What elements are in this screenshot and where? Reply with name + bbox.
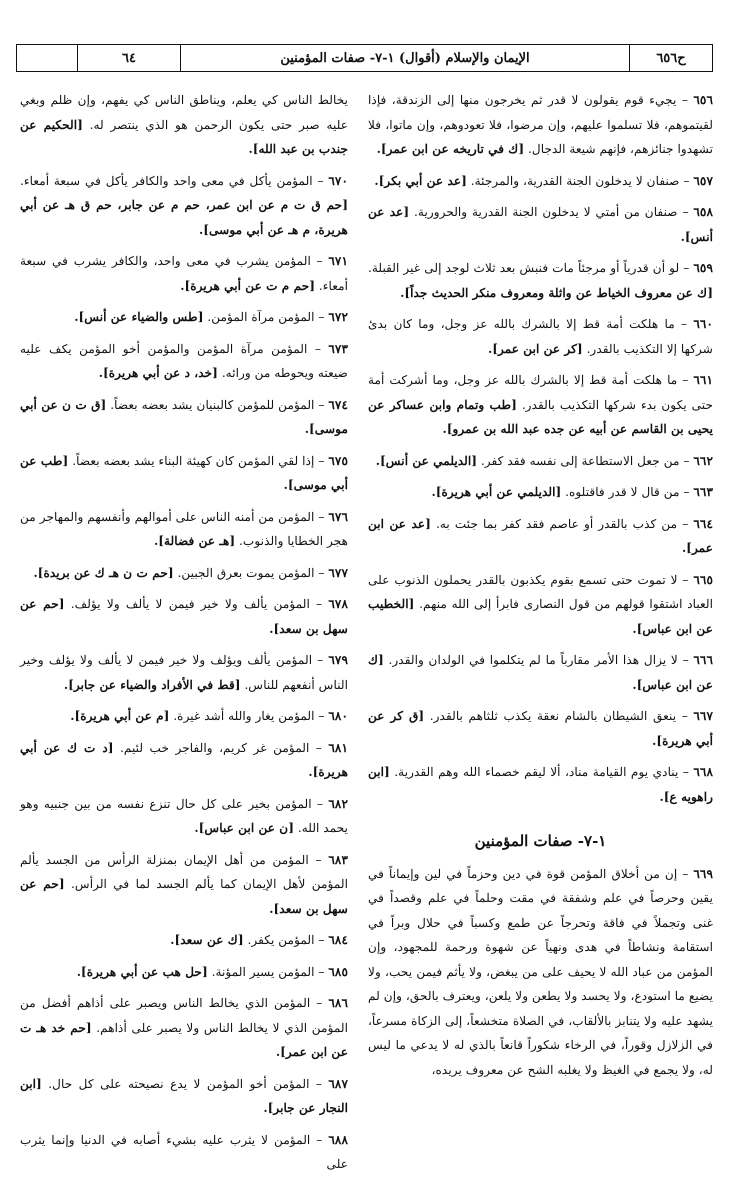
hadith-text: المؤمن من أهل الإيمان بمنزلة الرأس من الجسد يألم المؤمن لأهل الإيمان كما يألم الجسد لما في الرأس. (20, 852, 348, 891)
hadith-text: صنفان لا يدخلون الجنة القدرية، والمرجئة. (470, 173, 680, 188)
hadith-text: لو أن قدرياً أو مرجئاً مات فنبش بعد ثلاث لوجد إلى غير القبلة. (368, 261, 680, 275)
hadith-source: [ك عن معروف الخياط عن واثلة ومعروف منكر الحديث جداً]. (400, 285, 713, 300)
section-title: ١-٧- صفات المؤمنين (474, 832, 607, 850)
hadith-entry: ٦٧٠ – المؤمن يأكل في معى واحد والكافر يأكل في سبعة أمعاء. [حم ق ت م عن ابن عمر، حم م عن جابر، حم ق هـ عن أبي هريرة، م هـ عن أبي موسى]. (20, 173, 349, 237)
hadith-entry: ٦٦٨ – ينادي يوم القيامة مناد، ألا ليقم خصماء الله وهم القدرية. [ابن راهويه ع]. (368, 765, 713, 804)
hadith-number: ٦٨١ (328, 740, 349, 755)
hadith-source: [حم عن سهل بن سعد]. (20, 597, 348, 636)
hadith-number: ٦٧٠ (328, 173, 349, 188)
hadith-source: [ق ت ن عن أبي موسى]. (20, 397, 348, 436)
hadith-entry: ٦٦٦ – لا يزال هذا الأمر مقارباً ما لم يتكلموا في الولدان والقدر. [ك عن ابن عباس]. (368, 653, 714, 692)
hadith-text: صنفان من أمتي لا يدخلون الجنة القدرية والحرورية. (414, 205, 678, 219)
hadith-entry: ٦٥٦ – يجيء قوم يقولون لا قدر ثم يخرجون منها إلى الزندقة، فإذا لقيتموهم، فلا تسلموا عليهم، وإن مرضوا، فلا تعودوهم، وإن ماتوا، فلا تشهدوا جنائزهم، فإنهم شيعة الدجال. [ك في تاريخه عن ابن عمر]. (368, 93, 714, 156)
hadith-source: [قط في الأفراد والضياء عن جابر]. (63, 677, 241, 692)
hadith-entry: ٦٧٥ – إذا لقي المؤمن كان كهيئة البناء يشد بعضه بعضاً. [طب عن أبي موسى]. (20, 453, 349, 492)
hadith-text: المؤمن مرآة المؤمن والمؤمن أخو المؤمن يكف عليه ضيعته ويحوطه من ورائه. (20, 341, 348, 380)
hadith-number: ٦٦٧ (693, 709, 714, 723)
hadith-text: المؤمن يألف ويؤلف ولا خير فيمن لا يألف ولا يؤلف وخير الناس أنفعهم للناس. (20, 653, 348, 692)
hadith-text: المؤمن من أمنه الناس على أموالهم وأنفسهم والمهاجر من هجر الخطايا والذنوب. (20, 509, 348, 548)
hadith-text: المؤمن يشرب في معى واحد، والكافر يشرب في سبعة أمعاء. (20, 254, 348, 293)
hadith-entry: ٦٥٩ – لو أن قدرياً أو مرجئاً مات فنبش بعد ثلاث لوجد إلى غير القبلة. [ك عن معروف الخياط عن واثلة ومعروف منكر الحديث جداً]. (368, 261, 713, 300)
hadith-entry: ٦٧٦ – المؤمن من أمنه الناس على أموالهم وأنفسهم والمهاجر من هجر الخطايا والذنوب. [هـ عن فضالة]. (20, 509, 348, 548)
hadith-number: ٦٦٩ (693, 866, 713, 881)
hadith-number: ٦٦٥ (693, 572, 713, 587)
hadith-source: [حم عن سهل بن سعد]. (20, 877, 348, 916)
hadith-number: ٦٨٤ (328, 933, 348, 947)
hadith-entry: ٦٨٦ – المؤمن الذي يخالط الناس ويصبر على أذاهم أفضل من المؤمن الذي لا يخالط الناس ولا يصبر على أذاهم. [حم خد هـ ت عن ابن عمر]. (20, 996, 349, 1059)
running-title: الإيمان والإسلام (أقوال) ١-٧- صفات المؤمنين (180, 45, 629, 71)
hadith-number: ٦٨٢ (328, 796, 348, 811)
page-number: ٦٤ (77, 45, 180, 71)
hadith-entry: ٦٥٧ – صنفان لا يدخلون الجنة القدرية، والمرجئة. [عد عن أبي بكر]. (374, 173, 713, 188)
header-blank-cell (17, 45, 77, 71)
hadith-source: [د ت ك عن أبي هريرة]. (20, 740, 348, 779)
hadith-number: ٦٦٦ (693, 653, 714, 667)
hadith-source: [هـ عن فضالة]. (153, 534, 236, 548)
hadith-source: [عد عن أبي بكر]. (374, 173, 467, 188)
hadith-source: [الخطيب عن ابن عباس]. (368, 597, 713, 636)
hadith-entry: ٦٨٢ – المؤمن بخير على كل حال تنزع نفسه من بين جنبيه وهو يحمد الله. [ن عن ابن عباس]. (20, 796, 348, 835)
hadith-text: المؤمن مرآة المؤمن. (207, 310, 315, 324)
hadith-source: [ابن راهويه ع]. (368, 765, 713, 804)
hadith-entry: ٦٨٧ – المؤمن أخو المؤمن لا يدع نصيحته على كل حال. [ابن النجار عن جابر]. (20, 1076, 349, 1115)
hadith-number: ٦٧٣ (328, 341, 348, 356)
hadith-entry: ٦٦٢ – من جعل الاستطاعة إلى نفسه فقد كفر. [الديلمي عن أنس]. (375, 453, 713, 468)
hadith-source: [ك عن سعد]. (170, 933, 244, 947)
hadith-entry: ٦٨٤ – المؤمن يكفر. [ك عن سعد]. (170, 933, 348, 947)
hadith-number: ٦٧٦ (328, 509, 348, 524)
page-header (16, 44, 713, 72)
hadith-number: ٦٥٧ (693, 173, 713, 188)
hadith-number: ٦٦٢ (693, 453, 713, 468)
hadith-text: من قال لا قدر فاقتلوه. (565, 485, 680, 499)
hadith-source: [ن عن ابن عباس]. (194, 821, 294, 835)
hadith-entry: ٦٦٤ – من كذب بالقدر أو عاصم فقد كفر بما جئت به. [عد عن ابن عمر]. (368, 516, 714, 555)
hadith-source: [عد عن أنس]. (368, 205, 713, 244)
hadith-source: [عد عن ابن عمر]. (368, 516, 713, 555)
hadith-text: إن من أخلاق المؤمن قوة في دين وحزماً في لين وإيماناً في يقين وحرصاً في علم وشفقة في مقت وحلماً في علم وقصداً في غنى وتجملاً في فاقة وتحرجاً عن طمع وكسباً في حلال وبراً في استقامة ونشاطاً في هدى ونهياً عن شهوة ورحمة للمجهود، وإن المؤمن من عباد الله لا يحيف على من يبغض، ولا يأثم فيمن يحب، ولا يضيع ما استودع، ولا يحسد ولا يطعن ولا يلعن، ويعترف بالحق، وإن لم يشهد عليه ولا يتنابز بالألقاب، في الصلاة متخشعاً، إلى الزكاة مسرعاً، في الزلازل وقوراً، في الرخاء شكوراً قانعاً بالذي له لا يدعي ما ليس له، ولا يجمع في الغيظ ولا يغلبه الشح عن معروف يريده، (368, 866, 713, 1077)
hadith-entry: ٦٨٠ – المؤمن يغار والله أشد غيرة. [م عن أبي هريرة]. (70, 709, 348, 723)
hadith-text: المؤمن يسير المؤنة. (211, 964, 315, 979)
hadith-number: ٦٦٨ (693, 765, 713, 779)
hadith-number: ٦٧٧ (328, 565, 348, 580)
hadith-range-ref: ح٦٥٦ (629, 45, 712, 71)
hadith-text: المؤمن الذي يخالط الناس ويصبر على أذاهم أفضل من المؤمن الذي لا يخالط الناس ولا يصبر على أذاهم. (20, 996, 349, 1035)
hadith-entry: ٦٦٥ – لا تموت حتى تسمع بقوم يكذبون بالقدر يحملون الذنوب على العباد اشتقوا قولهم من قول النصارى فابرأ إلى الله منهم. [الخطيب عن ابن عباس]. (368, 572, 713, 636)
hadith-entry: ٦٦١ – ما هلكت أمة قط إلا بالشرك بالله عز وجل، وما أشركت أمة حتى يكون بدء شركها التكذيب بالقدر. [طب وتمام وابن عساكر عن يحيى بن القاسم عن أبيه عن جده عبد الله بن عمرو]. (368, 373, 713, 436)
hadith-source: [الديلمي عن أبي هريرة]. (431, 485, 562, 499)
hadith-text: المؤمن أخو المؤمن لا يدع نصيحته على كل حال. (48, 1076, 310, 1091)
hadith-number: ٦٦٣ (693, 485, 713, 499)
hadith-text: المؤمن بخير على كل حال تنزع نفسه من بين جنبيه وهو يحمد الله. (20, 796, 348, 835)
hadith-number: ٦٥٦ (693, 93, 714, 107)
hadith-text: إذا لقي المؤمن كان كهيئة البناء يشد بعضه بعضاً. (72, 453, 315, 468)
hadith-entry: ٦٧٢ – المؤمن مرآة المؤمن. [طس والضياء عن أنس]. (74, 310, 348, 324)
hadith-entry: ٦٧٨ – المؤمن يألف ولا خير فيمن لا يألف ولا يؤلف. [حم عن سهل بن سعد]. (20, 597, 348, 636)
hadith-number: ٦٧٥ (328, 453, 349, 468)
hadith-source: [حل هب عن أبي هريرة]. (76, 964, 208, 979)
hadith-text: المؤمن يموت بعرق الجبين. (177, 565, 315, 580)
hadith-entry: ٦٧٤ – المؤمن للمؤمن كالبنيان يشد بعضه بعضاً. [ق ت ن عن أبي موسى]. (20, 397, 349, 436)
hadith-number: ٦٧٢ (328, 310, 348, 324)
hadith-entry: ٦٧١ – المؤمن يشرب في معى واحد، والكافر يشرب في سبعة أمعاء. [حم م ت عن أبي هريرة]. (20, 254, 349, 293)
hadith-entry: ٦٦٧ – ينعق الشيطان بالشام نعقة يكذب ثلثاهم بالقدر. [ق كر عن أبي هريرة]. (368, 709, 714, 748)
hadith-source: [ق كر عن أبي هريرة]. (368, 709, 713, 748)
hadith-entry: ٦٦٩ – إن من أخلاق المؤمن قوة في دين وحزماً في لين وإيماناً في يقين وحرصاً في علم وشفقة في مقت وحلماً في علم وقصداً في غنى وتجملاً في فاقة وتحرجاً عن طمع وكسباً في حلال وبراً في استقامة ونشاطاً في هدى ونهياً عن شهوة ورحمة للمجهود، وإن المؤمن من عباد الله لا يحيف على من يبغض، ولا يأثم فيمن يحب، ولا يضيع ما استودع، ولا يحسد ولا يطعن ولا يلعن، ويعترف بالحق، وإن لم يشهد عليه ولا يتنابز بالألقاب، في الصلاة متخشعاً، إلى الزكاة مسرعاً، في الزلازل وقوراً، في الرخاء شكوراً قانعاً بالذي له لا يدعي ما ليس له، ولا يجمع في الغيظ ولا يغلبه الشح عن معروف يريده، (368, 866, 713, 1077)
hadith-source: [حم ق ت م عن ابن عمر، حم م عن جابر، حم ق هـ عن أبي هريرة، م هـ عن أبي موسى]. (20, 198, 348, 237)
hadith-number: ٦٧٩ (328, 653, 348, 667)
hadith-source: [حم ت ن هـ ك عن بريدة]. (33, 565, 174, 580)
hadith-number: ٦٨٦ (328, 996, 349, 1010)
hadith-source: [الديلمي عن أنس]. (375, 453, 478, 468)
hadith-number: ٦٥٨ (693, 205, 714, 219)
hadith-entry: ٦٨٥ – المؤمن يسير المؤنة. [حل هب عن أبي هريرة]. (76, 964, 348, 979)
hadith-text: ما هلكت أمة قط إلا بالشرك بالله عز وجل، وما أشركت أمة حتى يكون بدء شركها التكذيب بالقدر. (368, 373, 713, 412)
hadith-entry: ٦٨٣ – المؤمن من أهل الإيمان بمنزلة الرأس من الجسد يألم المؤمن لأهل الإيمان كما يألم الجسد لما في الرأس. [حم عن سهل بن سعد]. (20, 852, 348, 916)
hadith-text: المؤمن للمؤمن كالبنيان يشد بعضه بعضاً. (110, 397, 315, 412)
hadith-text: المؤمن غر كريم، والفاجر خب لئيم. (120, 740, 310, 755)
hadith-source: [حم م ت عن أبي هريرة]. (180, 278, 315, 293)
hadith-source: [حم خد هـ ت عن ابن عمر]. (20, 1020, 348, 1059)
hadith-number: ٦٦٠ (693, 317, 713, 331)
hadith-text: ما هلكت أمة قط إلا بالشرك بالله عز وجل، وما كان بدئ شركها إلا التكذيب بالقدر. (368, 317, 713, 356)
hadith-entry (20, 88, 348, 162)
hadith-text: ينعق الشيطان بالشام نعقة يكذب ثلثاهم بالقدر. (429, 709, 677, 723)
hadith-number: ٦٨٠ (328, 709, 348, 723)
hadith-text: المؤمن لا يثرب عليه بشيء أصابه في الدنيا وإنما يثرب على (20, 1132, 348, 1171)
hadith-source: [خد، د عن أبي هريرة]. (98, 366, 218, 380)
hadith-source: [ك في تاريخه عن ابن عمر]. (376, 142, 525, 156)
hadith-number: ٦٧٤ (328, 397, 349, 412)
hadith-text: لا تموت حتى تسمع بقوم يكذبون بالقدر يحملون الذنوب على العباد اشتقوا قولهم من قول النصارى فابرأ إلى الله منهم. (368, 572, 713, 611)
hadith-text: من كذب بالقدر أو عاصم فقد كفر بما جئت به. (435, 516, 678, 531)
hadith-entry: ٦٦٣ – من قال لا قدر فاقتلوه. [الديلمي عن أبي هريرة]. (431, 485, 713, 499)
hadith-number: ٦٦١ (693, 373, 713, 387)
right-column (368, 88, 713, 1089)
hadith-source: [طس والضياء عن أنس]. (74, 310, 204, 324)
hadith-text: المؤمن يألف ولا خير فيمن لا يألف ولا يؤلف. (70, 597, 310, 611)
hadith-source: [كر عن ابن عمر]. (488, 341, 583, 356)
hadith-source: [ك عن ابن عباس]. (368, 653, 713, 692)
hadith-entry: ٦٧٩ – المؤمن يألف ويؤلف ولا خير فيمن لا يألف ولا يؤلف وخير الناس أنفعهم للناس. [قط في الأفراد والضياء عن جابر]. (20, 653, 348, 692)
hadith-number: ٦٨٨ (328, 1132, 348, 1147)
hadith-source: [طب عن أبي موسى]. (20, 453, 348, 492)
hadith-text: لا يزال هذا الأمر مقارباً ما لم يتكلموا في الولدان والقدر. (388, 653, 678, 667)
hadith-number: ٦٧٨ (328, 597, 348, 611)
hadith-source: [طب وتمام وابن عساكر عن يحيى بن القاسم عن أبيه عن جده عبد الله بن عمرو]. (368, 397, 713, 436)
hadith-number: ٦٨٥ (328, 964, 348, 979)
hadith-entry: ٦٨١ – المؤمن غر كريم، والفاجر خب لئيم. [د ت ك عن أبي هريرة]. (20, 740, 349, 779)
hadith-entry: ٦٨٨ – المؤمن لا يثرب عليه بشيء أصابه في الدنيا وإنما يثرب على (20, 1132, 348, 1171)
hadith-entry: ٦٥٨ – صنفان من أمتي لا يدخلون الجنة القدرية والحرورية. [عد عن أنس]. (368, 205, 714, 244)
hadith-source: [م عن أبي هريرة]. (70, 709, 170, 723)
hadith-entry: ٦٦٠ – ما هلكت أمة قط إلا بالشرك بالله عز وجل، وما كان بدئ شركها إلا التكذيب بالقدر. [كر عن ابن عمر]. (368, 317, 713, 356)
hadith-number: ٦٨٧ (328, 1076, 349, 1091)
hadith-text: من جعل الاستطاعة إلى نفسه فقد كفر. (480, 453, 680, 468)
hadith-text: المؤمن يأكل في معى واحد والكافر يأكل في سبعة أمعاء. (20, 173, 313, 188)
hadith-number: ٦٥٩ (693, 261, 713, 275)
hadith-text: يجيء قوم يقولون لا قدر ثم يخرجون منها إلى الزندقة، فإذا لقيتموهم، فلا تسلموا عليهم، وإن مرضوا، فلا تعودوهم، وإن ماتوا، فلا تشهدوا جنائزهم، فإنهم شيعة الدجال. (368, 93, 713, 156)
hadith-source: [ابن النجار عن جابر]. (20, 1076, 348, 1115)
hadith-text: ينادي يوم القيامة مناد، ألا ليقم خصماء الله وهم القدرية. (394, 765, 679, 779)
hadith-entry: ٦٧٧ – المؤمن يموت بعرق الجبين. [حم ت ن هـ ك عن بريدة]. (33, 565, 348, 580)
hadith-entry: ٦٧٣ – المؤمن مرآة المؤمن والمؤمن أخو المؤمن يكف عليه ضيعته ويحوطه من ورائه. [خد، د عن أبي هريرة]. (20, 341, 348, 380)
hadith-source: [الحكيم عن جندب بن عبد الله]. (20, 117, 348, 156)
hadith-text: يخالط الناس كي يعلم، ويناطق الناس كي يفهم، وإن ظلم وبغي عليه صبر حتى يكون الرحمن هو الذي ينتصر له. (20, 93, 349, 132)
hadith-number: ٦٦٤ (693, 516, 714, 531)
hadith-text: المؤمن يكفر. (247, 933, 315, 947)
left-column (20, 88, 348, 1184)
hadith-number: ٦٧١ (328, 254, 349, 268)
hadith-text: المؤمن يغار والله أشد غيرة. (173, 709, 315, 723)
hadith-number: ٦٨٣ (328, 852, 348, 867)
